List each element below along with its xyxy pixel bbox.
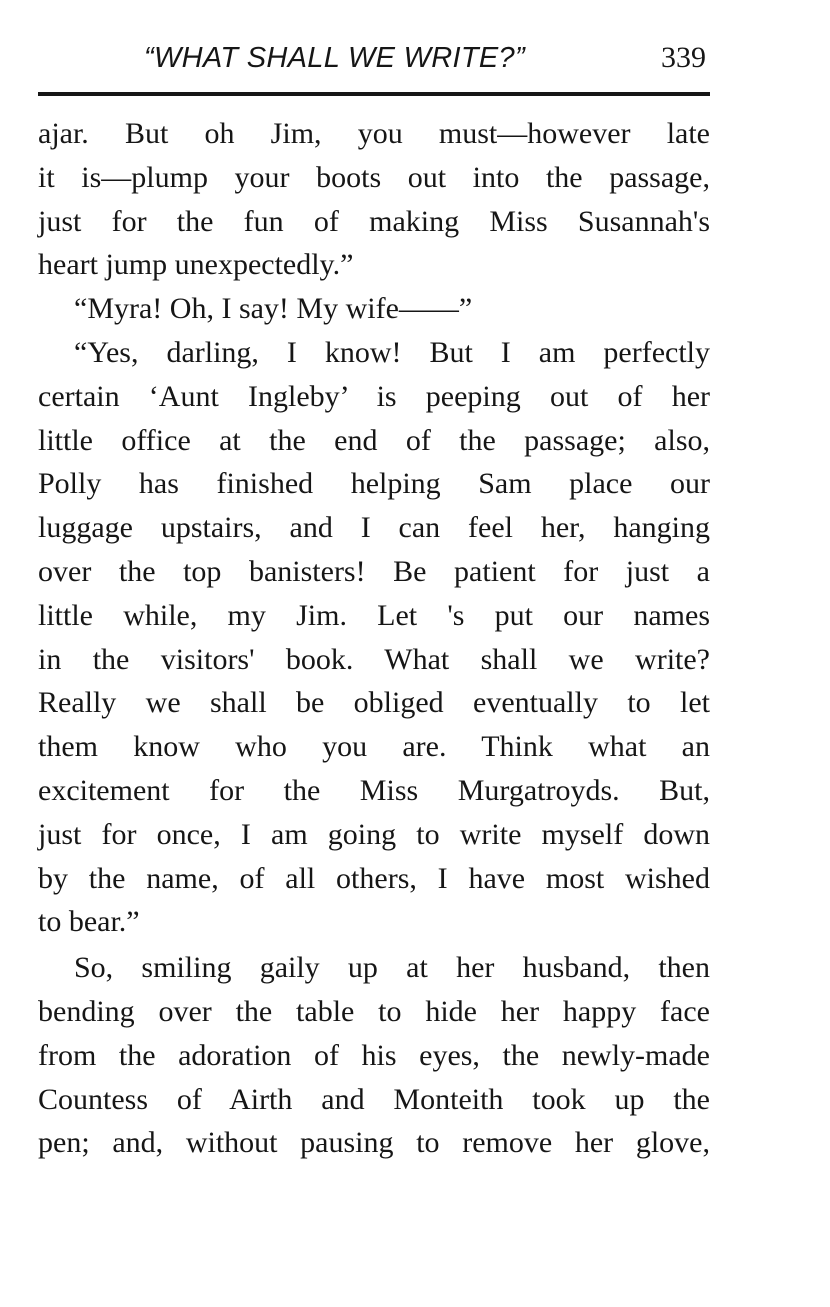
text-line: just for the fun of making Miss Susannah's [38,204,710,238]
text-line: bending over the table to hide her happy face [38,994,710,1028]
page-number: 339 [661,41,706,74]
text-line: Countess of Airth and Monteith took up the [38,1082,710,1116]
header-rule [38,92,710,96]
text-line: to bear.” [38,905,140,939]
text-line: over the top banisters! Be patient for just a [38,554,710,588]
text-line: heart jump unexpectedly.” [38,248,354,282]
text-line: it is—plump your boots out into the passage, [38,160,710,194]
text-line: in the visitors' book. What shall we write? [38,642,710,676]
text-line: ajar. But oh Jim, you must—however late [38,117,710,150]
body-text [38,112,710,1165]
text-line: certain ‘Aunt Ingleby’ is peeping out of her [38,379,710,413]
text-line: “Yes, darling, I know! But I am perfectly [74,335,710,369]
text-line: “Myra! Oh, I say! My wife——” [74,292,473,326]
text-line: excitement for the Miss Murgatroyds. But, [38,773,710,807]
text-line: Really we shall be obliged eventually to let [38,686,710,720]
text-line: from the adoration of his eyes, the newly-made [38,1038,710,1072]
text-line: them know who you are. Think what an [38,730,710,764]
text-line: little while, my Jim. Let 's put our names [38,598,710,632]
text-line: pen; and, without pausing to remove her glove, [38,1126,710,1160]
text-line: just for once, I am going to write myself down [38,817,710,851]
running-title: “WHAT SHALL WE WRITE?” [144,42,525,74]
text-line: luggage upstairs, and I can feel her, hanging [38,511,710,545]
text-line: Polly has finished helping Sam place our [38,467,710,501]
running-head [40,40,708,86]
text-line: little office at the end of the passage; also, [38,423,710,457]
text-line: So, smiling gaily up at her husband, then [74,951,710,985]
text-line: by the name, of all others, I have most wished [38,861,710,895]
